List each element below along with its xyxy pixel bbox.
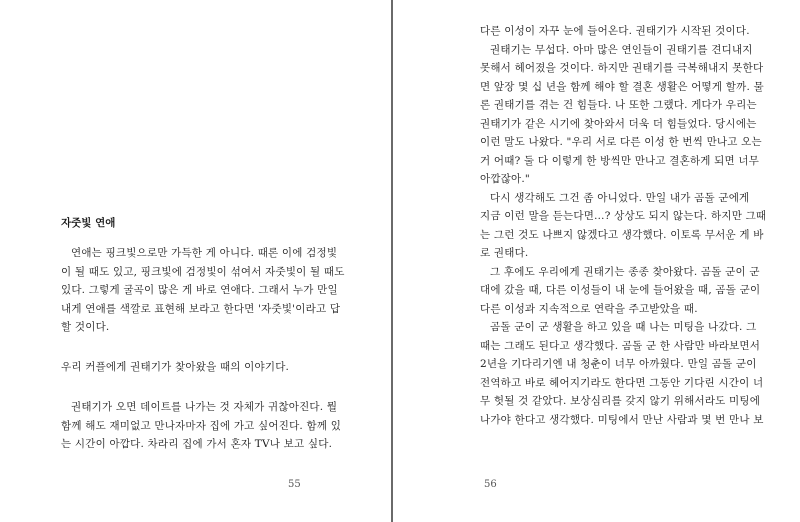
text-line: 거 어때? 둘 다 이렇게 한 방씩만 만나고 결혼하게 되면 너무 [480, 154, 760, 167]
text-line: 다른 이성이 자꾸 눈에 들어온다. 권태기가 시작된 것이다. [480, 25, 750, 37]
text-line: 할 것이다. [61, 321, 110, 333]
text-line: 는 그런 것도 나쁘지 않겠다고 생각했다. 이토록 무서운 게 바 [480, 228, 764, 241]
text-line: 다른 이성과 지속적으로 연락을 주고받았을 때. [480, 302, 698, 315]
text-line: 함께 해도 재미없고 만나자마자 집에 가고 싶어진다. 함께 있 [61, 419, 342, 432]
text-line: 로 권태다. [480, 247, 529, 259]
text-line: 전역하고 바로 헤어지기라도 한다면 그동안 기다린 시간이 너 [480, 376, 764, 389]
text-line: 2년을 기다리기엔 내 청춘이 너무 아까웠다. 만일 곰돌 군이 [480, 358, 757, 370]
text-line: 다시 생각해도 그건 좀 아니었다. 만일 내가 곰돌 군에게 [490, 191, 750, 204]
text-line: 이 될 때도 있고, 핑크빛에 검정빛이 섞여서 자줏빛이 될 때도 [61, 265, 345, 278]
left-paragraph-3 [61, 398, 342, 454]
text-line: 론 권태기를 겪는 건 힘들다. 나 또한 그랬다. 게다가 우리는 [480, 99, 757, 111]
text-line: 아깝잖아." [480, 173, 530, 185]
text-line: 권태기는 무섭다. 아마 많은 연인들이 권태기를 견디내지 [490, 43, 753, 56]
text-line: 무 헛될 것 같았다. 보상심리를 갖지 않기 위해서라도 미팅에 [480, 395, 761, 407]
text-line: 있다. 그렇게 굴곡이 많은 게 바로 연애다. 그래서 누가 만일 [61, 284, 338, 296]
text-line: 이런 말도 나왔다. "우리 서로 다른 이성 한 번씩 만나고 오는 [480, 136, 762, 148]
text-line: 면 앞장 몇 십 년을 함께 해야 할 결혼 생활은 어떻게 할까. 물 [480, 80, 764, 93]
text-line: 우리 커플에게 권태기가 찾아왔을 때의 이야기다. [61, 361, 290, 373]
text-line: 나가야 한다고 생각했다. 미팅에서 만난 사람과 몇 번 만나 보 [480, 413, 764, 426]
text-line: 못해서 헤어졌을 것이다. 하지만 권태기를 극복해내지 못한다 [480, 62, 764, 74]
text-line: 권태기가 오면 데이트를 나가는 것 자체가 귀찮아진다. 뭘 [71, 401, 338, 413]
section-heading: 자줏빛 연애 [61, 217, 116, 229]
text-line: 는 시간이 아깝다. 차라리 집에 가서 혼자 TV나 보고 싶다. [61, 438, 333, 450]
text-line: 때는 그래도 된다고 생각했다. 곰돌 군 한 사람만 바라보면서 [480, 339, 761, 352]
left-paragraph-2 [61, 358, 305, 377]
left-page [0, 0, 392, 522]
text-line: 내게 연애를 색깔로 표현해 보라고 한다면 '자줏빛'이라고 답 [61, 302, 341, 315]
text-line: 연애는 핑크빛으로만 가득한 게 아니다. 때론 이에 검정빛 [71, 247, 338, 259]
page-number-right: 56 [484, 479, 497, 490]
text-line: 권태기가 같은 시기에 찾아와서 더욱 더 힘들었다. 당시에는 [480, 117, 757, 130]
right-page [393, 0, 800, 522]
text-line: 그 후에도 우리에게 권태기는 종종 찾아왔다. 곰돌 군이 군 [490, 265, 760, 278]
left-paragraph-1 [61, 244, 345, 337]
page-number-left: 55 [288, 479, 301, 490]
right-body-text [480, 22, 767, 429]
text-line: 곰돌 군이 군 생활을 하고 있을 때 나는 미팅을 나갔다. 그 [490, 321, 757, 333]
text-line: 대에 갔을 때, 다른 이성들이 내 눈에 들어왔을 때, 곰돌 군이 [480, 284, 761, 296]
text-line: 지금 이런 말을 듣는다면…? 상상도 되지 않는다. 하지만 그때 [480, 210, 767, 222]
